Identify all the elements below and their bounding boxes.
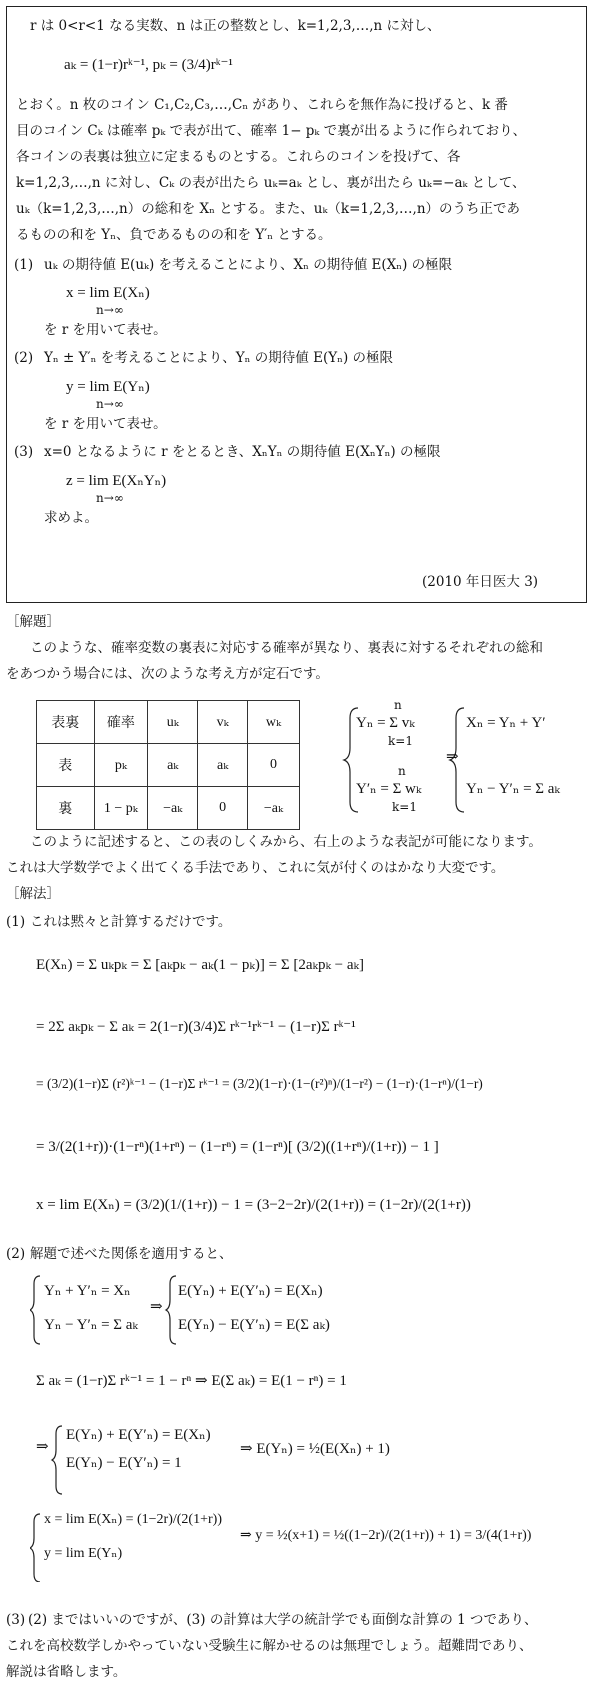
sum-bottom: k=1 [392, 800, 417, 814]
eq-8c: ⇒ E(Yₙ) = ½(E(Xₙ) + 1) [240, 1441, 390, 1457]
kaidai-text-2: をあつかう場合には、次のような考え方が定石です。 [6, 666, 329, 682]
eq-9b: y = lim E(Yₙ) [44, 1546, 123, 1561]
lim-subscript: n→∞ [96, 303, 124, 317]
kaidai-text-1: このような、確率変数の裏表に対応する確率が異なり、裏表に対するそれぞれの総和 [30, 640, 543, 656]
eq-9a: x = lim E(Xₙ) = (1−2r)/(2(1+r)) [44, 1512, 222, 1527]
q1-label: (1) [14, 257, 34, 273]
eq-6c: E(Yₙ) + E(Y′ₙ) = E(Xₙ) [178, 1283, 323, 1299]
problem-body-line: 目のコイン Cₖ は確率 pₖ で表が出て、確率 1− pₖ で裏が出るように作られており、 [16, 123, 527, 139]
table-cell: 0 [248, 744, 300, 787]
q1-text: uₖ の期待値 E(uₖ) を考えることにより、Xₙ の期待値 E(Xₙ) の極限 [44, 257, 453, 273]
kaidai-heading: ［解題］ [6, 614, 60, 630]
p3-text-1: (2) まではいいのですが、(3) の計算は大学の統計学でも面倒な計算の 1 つであり、 [28, 1612, 538, 1628]
eq-7: Σ aₖ = (1−r)Σ rᵏ⁻¹ = 1 − rⁿ ⇒ E(Σ aₖ) = E(1 − rⁿ) = 1 [36, 1373, 347, 1389]
sum-bottom: k=1 [388, 734, 413, 748]
problem-source: (2010 年日医大 3) [422, 574, 539, 590]
q2-formula: y = lim E(Yₙ) [66, 379, 150, 395]
q3-label: (3) [14, 444, 34, 460]
p1-label: (1) [6, 914, 26, 930]
problem-body-line: とおく。n 枚のコイン C₁,C₂,C₃,…,Cₙ があり、これらを無作為に投げると、k 番 [16, 97, 508, 113]
p2-label: (2) [6, 1246, 26, 1262]
eq-9c: ⇒ y = ½(x+1) = ½((1−2r)/(2(1+r)) + 1) = 3/(4(1+r)) [240, 1528, 532, 1543]
probability-table [36, 700, 300, 830]
sys-right-2: Yₙ − Y′ₙ = Σ aₖ [466, 781, 560, 797]
q3-text: x=0 となるように r をとるとき、XₙYₙ の期待値 E(XₙYₙ) の極限 [44, 444, 441, 460]
p3-label: (3) [6, 1612, 26, 1628]
table-cell: aₖ [148, 744, 198, 787]
q2-end: を r を用いて表せ。 [44, 416, 167, 432]
p2-text: 解題で述べた関係を適用すると、 [30, 1246, 233, 1262]
q1-formula: x = lim E(Xₙ) [66, 285, 150, 301]
table-cell: 1 − pₖ [94, 787, 148, 830]
sys-right-1: Xₙ = Yₙ + Y′ [466, 715, 546, 731]
table-header-cell: vₖ [198, 701, 248, 744]
kaidai-text-4: これは大学数学でよく出てくる手法であり、これに気が付くのはかなり大変です。 [6, 860, 505, 876]
table-cell: aₖ [198, 744, 248, 787]
lim-subscript: n→∞ [96, 397, 124, 411]
sys-left-2: Y′ₙ = Σ wₖ [356, 781, 422, 797]
formula-ak-pk: aₖ = (1−r)rᵏ⁻¹, pₖ = (3/4)rᵏ⁻¹ [64, 57, 233, 73]
eq-8a: E(Yₙ) + E(Y′ₙ) = E(Xₙ) [66, 1427, 211, 1443]
eq-line-3: = (3/2)(1−r)Σ (r²)ᵏ⁻¹ − (1−r)Σ rᵏ⁻¹ = (3/2)(1−r)·(1−(r²)ⁿ)/(1−r²) − (1−r)·(1−rⁿ)/(1−r) [36, 1076, 483, 1091]
kaidai-text-3: このように記述すると、この表のしくみから、右上のような表記が可能になります。 [30, 834, 542, 850]
table-header-row [37, 701, 300, 744]
sum-top: n [394, 698, 402, 712]
eq-line-1: E(Xₙ) = Σ uₖpₖ = Σ [aₖpₖ − aₖ(1 − pₖ)] = Σ [2aₖpₖ − aₖ] [36, 957, 365, 973]
q3-formula: z = lim E(XₙYₙ) [66, 473, 167, 489]
eq-6a: Yₙ + Y′ₙ = Xₙ [44, 1283, 131, 1299]
implies-arrow: ⇒ [446, 749, 459, 765]
eq-6b: Yₙ − Y′ₙ = Σ aₖ [44, 1317, 138, 1333]
table-cell: 裏 [37, 787, 95, 830]
eq-line-2: = 2Σ aₖpₖ − Σ aₖ = 2(1−r)(3/4)Σ rᵏ⁻¹rᵏ⁻¹ − (1−r)Σ rᵏ⁻¹ [36, 1019, 356, 1035]
p1-text: これは黙々と計算するだけです。 [30, 914, 232, 930]
p3-text-2: これを高校数学しかやっていない受験生に解かせるのは無理でしょう。超難問であり、 [6, 1638, 533, 1654]
eq-line-5: x = lim E(Xₙ) = (3/2)(1/(1+r)) − 1 = (3−2−2r)/(2(1+r)) = (1−2r)/(2(1+r)) [36, 1197, 471, 1213]
p3-text-3: 解説は省略します。 [6, 1664, 127, 1680]
table-row [37, 787, 300, 830]
table-header-cell: wₖ [248, 701, 300, 744]
sum-top: n [398, 764, 406, 778]
table-header-cell: 表裏 [37, 701, 95, 744]
sys-left-1: Yₙ = Σ vₖ [356, 715, 415, 731]
table-cell: pₖ [94, 744, 148, 787]
problem-intro: r は 0<r<1 なる実数、n は正の整数とし、k=1,2,3,…,n に対し、 [30, 18, 441, 34]
problem-body-line: 各コインの表裏は独立に定まるものとする。これらのコインを投げて、各 [16, 149, 461, 165]
q3-end: 求めよ。 [44, 510, 98, 526]
table-cell: 0 [198, 787, 248, 830]
implies-arrow: ⇒ [150, 1299, 163, 1315]
lim-subscript: n→∞ [96, 491, 124, 505]
q2-text: Yₙ ± Y′ₙ を考えることにより、Yₙ の期待値 E(Yₙ) の極限 [44, 350, 394, 366]
table-cell: 表 [37, 744, 95, 787]
eq-8b: E(Yₙ) − E(Y′ₙ) = 1 [66, 1455, 182, 1471]
problem-body-line: uₖ（k=1,2,3,…,n）の総和を Xₙ とする。また、uₖ（k=1,2,3,…,n）のうち正であ [16, 201, 521, 217]
table-header-cell: 確率 [94, 701, 148, 744]
table-cell: −aₖ [248, 787, 300, 830]
problem-body-line: るものの和を Yₙ、負であるものの和を Y′ₙ とする。 [16, 227, 332, 243]
kaihou-heading: ［解法］ [6, 886, 60, 902]
q1-end: を r を用いて表せ。 [44, 322, 167, 338]
eq-line-4: = 3/(2(1+r))·(1−rⁿ)(1+rⁿ) − (1−rⁿ) = (1−rⁿ)[ (3/2)((1+rⁿ)/(1+r)) − 1 ] [36, 1139, 439, 1155]
implies-arrow: ⇒ [36, 1439, 49, 1455]
table-header-cell: uₖ [148, 701, 198, 744]
q2-label: (2) [14, 350, 34, 366]
eq-6d: E(Yₙ) − E(Y′ₙ) = E(Σ aₖ) [178, 1317, 330, 1333]
problem-body-line: k=1,2,3,…,n に対し、Cₖ の表が出たら uₖ=aₖ とし、裏が出たら uₖ=−aₖ として、 [16, 175, 526, 191]
table-row [37, 744, 300, 787]
table-cell: −aₖ [148, 787, 198, 830]
